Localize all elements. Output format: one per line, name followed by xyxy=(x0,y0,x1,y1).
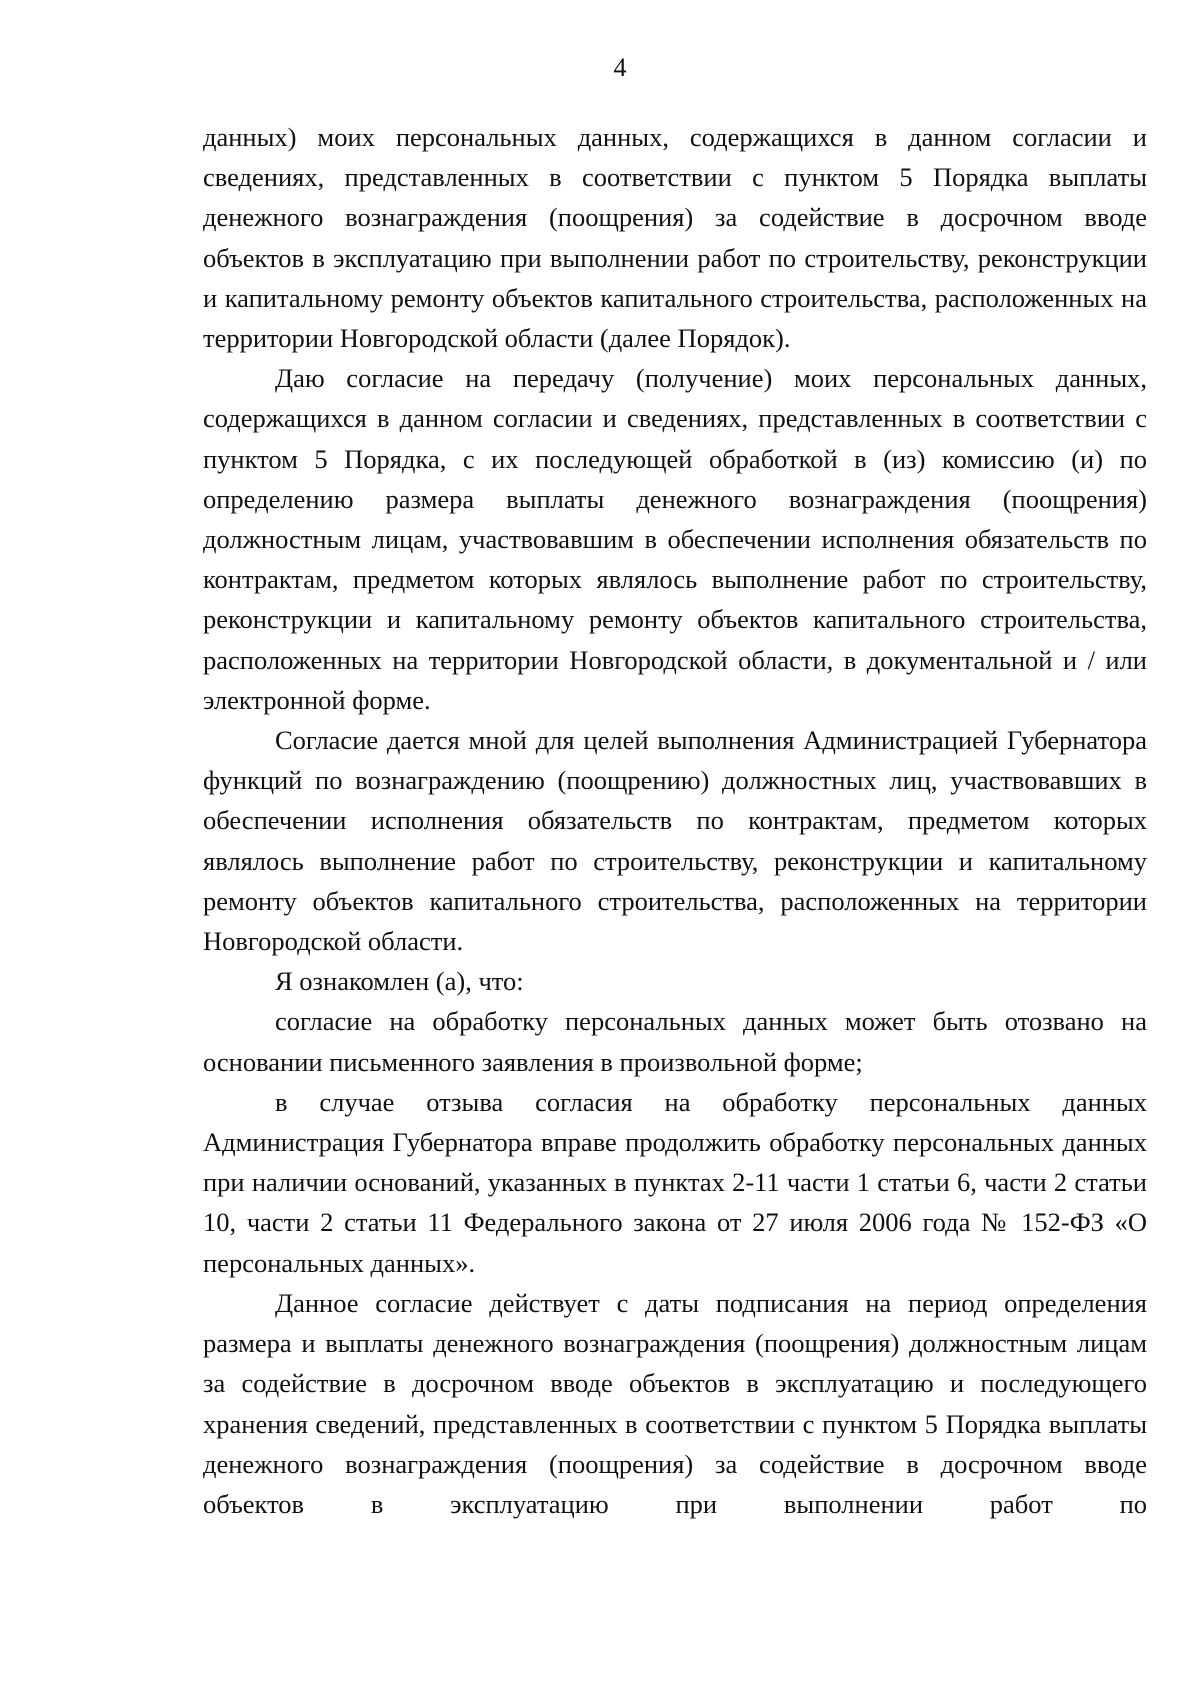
paragraph-consent-scope: данных) моих персональных данных, содержащихся в данном согласии и сведениях, представленных в соответствии с пунктом 5 Порядка выплаты денежного вознаграждения (поощрения) за содействие в досрочном вводе объектов в эксплуатацию при выполнении работ по строительству, реконструкции и капитальному ремонту объектов капитального строительства, расположенных на территории Новгородской области (далее Порядок). xyxy=(203,122,1147,354)
paragraph-acknowledgement: Я ознакомлен (а), что: xyxy=(275,966,524,997)
paragraph-transfer-consent: Даю согласие на передачу (получение) моих персональных данных, содержащихся в данном согласии и сведениях, представленных в соответствии с пунктом 5 Порядка, с их последующей обработкой в (из) комиссию (и) по определению размера выплаты денежного вознаграждения (поощрения) должностным лицам, участвовавшим в обеспечении исполнения обязательств по контрактам, предметом которых являлось выполнение работ по строительству, реконструкции и капитальному ремонту объектов капитального строительства, расположенных на территории Новгородской области, в документальной и / или электронной форме. xyxy=(203,363,1147,715)
paragraph-revocation: согласие на обработку персональных данных может быть отозвано на основании письменного заявления в произвольной форме; xyxy=(203,1006,1147,1077)
document-body xyxy=(203,117,1147,1524)
paragraph-validity-period: Данное согласие действует с даты подписания на период определения размера и выплаты денежного вознаграждения (поощрения) должностным лицам за содействие в досрочном вводе объектов в эксплуатацию и последующего хранения сведений, представленных в соответствии с пунктом 5 Порядка выплаты денежного вознаграждения (поощрения) за содействие в досрочном вводе объектов в эксплуатацию при выполнении работ по xyxy=(203,1287,1147,1519)
page-number: 4 xyxy=(613,53,627,82)
paragraph-consent-purpose: Согласие дается мной для целей выполнения Администрацией Губернатора функций по вознаграждению (поощрению) должностных лиц, участвовавших в обеспечении исполнения обязательств по контрактам, предметом которых являлось выполнение работ по строительству, реконструкции и капитальному ремонту объектов капитального строительства, расположенных на территории Новгородской области. xyxy=(203,725,1147,957)
paragraph-revocation-consequences: в случае отзыва согласия на обработку персональных данных Администрация Губернатора вправе продолжить обработку персональных данных при наличии оснований, указанных в пунктах 2-11 части 1 статьи 6, части 2 статьи 10, части 2 статьи 11 Федерального закона от 27 июля 2006 года № 152-ФЗ «О персональных данных». xyxy=(203,1086,1147,1278)
